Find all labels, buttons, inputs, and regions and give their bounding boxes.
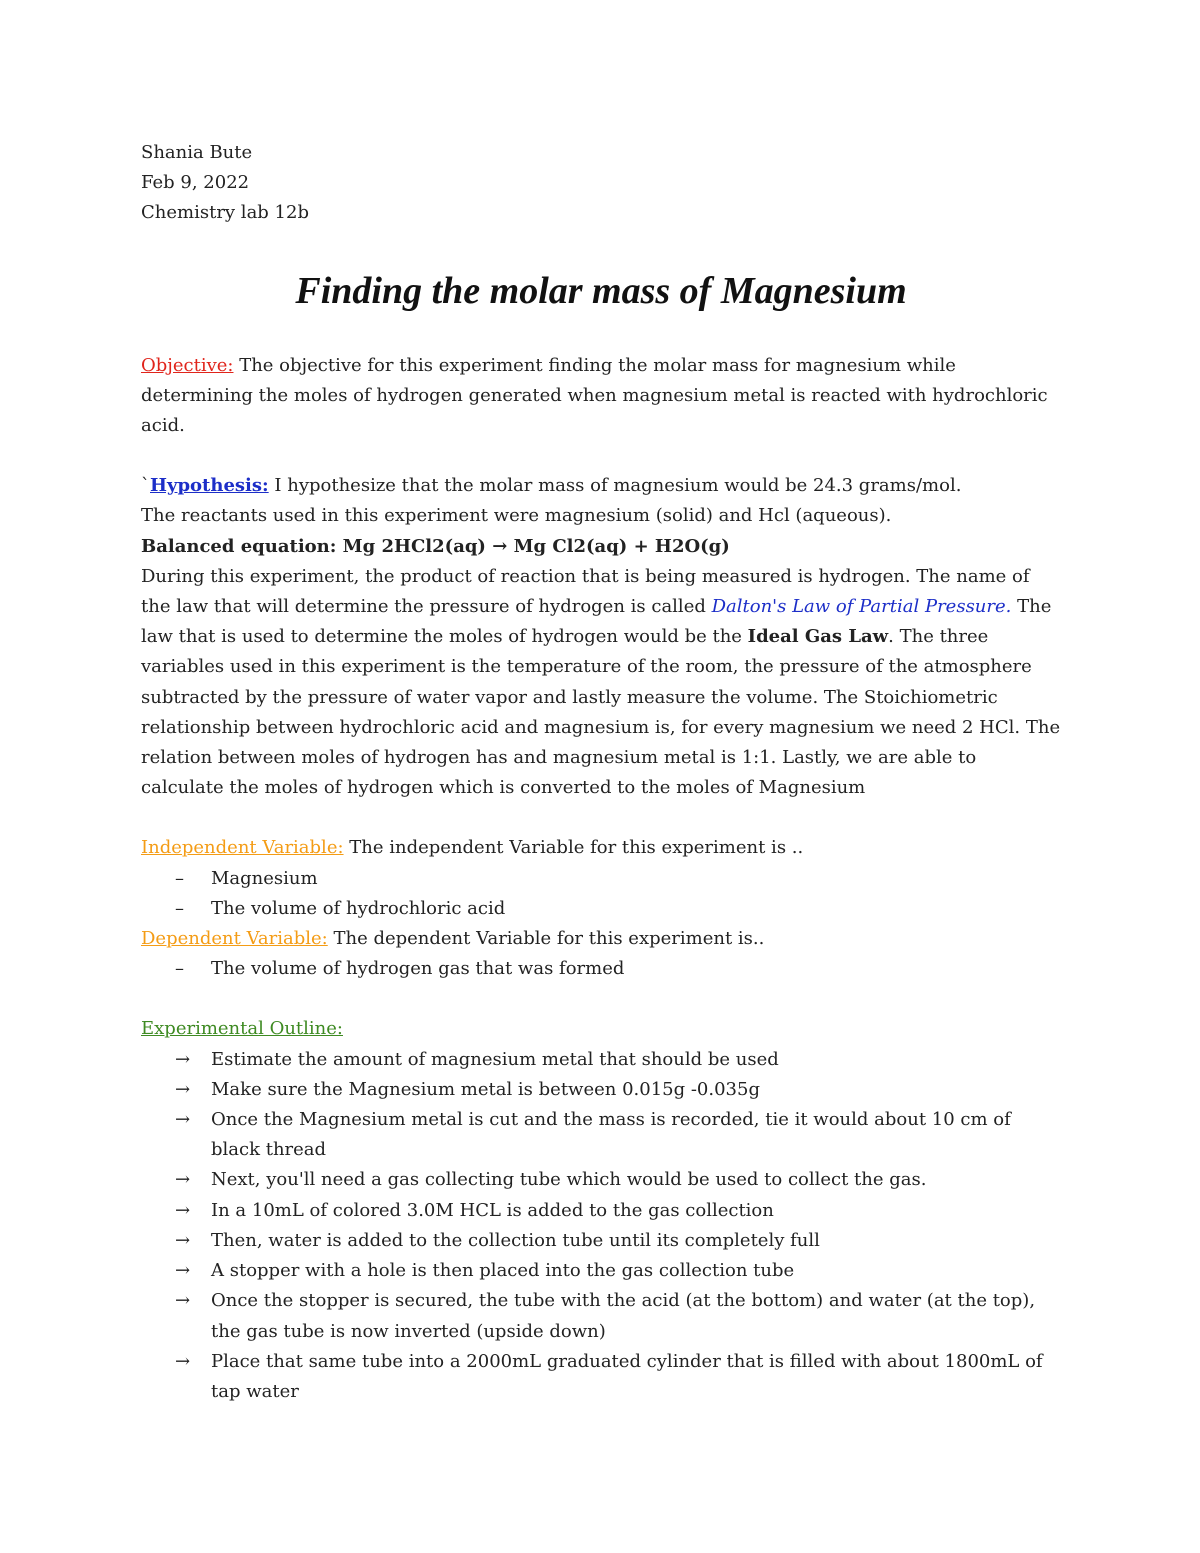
list-item: – The volume of hydrochloric acid bbox=[141, 894, 1061, 924]
dependent-variable-line bbox=[141, 924, 1061, 954]
arrow-bullet: → bbox=[175, 1260, 191, 1282]
arrow-bullet: → bbox=[175, 1169, 191, 1191]
hypothesis-paragraph bbox=[141, 471, 1061, 501]
arrow-bullet: → bbox=[175, 1078, 191, 1100]
hypothesis-prefix: ` bbox=[141, 475, 150, 497]
daltons-law-link: Dalton's Law of Partial Pressure. bbox=[711, 596, 1012, 618]
outline-list bbox=[141, 1045, 1061, 1407]
list-item: → Once the Magnesium metal is cut and the mass is recorded, tie it would about 10 cm of black thread bbox=[141, 1105, 1061, 1165]
document-title: Finding the molar mass of Magnesium bbox=[295, 269, 907, 312]
balanced-equation: Balanced equation: Mg 2HCl2(aq) → Mg Cl2(aq) + H2O(g) bbox=[141, 535, 730, 557]
spacer bbox=[141, 803, 1061, 833]
report-date: Feb 9, 2022 bbox=[141, 172, 250, 194]
independent-variable-list bbox=[141, 864, 1061, 924]
list-item: → Place that same tube into a 2000mL graduated cylinder that is filled with about 1800mL of tap water bbox=[141, 1347, 1061, 1407]
list-item: → Estimate the amount of magnesium metal that should be used bbox=[141, 1045, 1061, 1075]
objective-text: The objective for this experiment finding the molar mass for magnesium while determining the moles of hydrogen generated when magnesium metal is reacted with hydrochloric acid. bbox=[141, 354, 1048, 437]
arrow-bullet: → bbox=[175, 1109, 191, 1131]
outline-label: Experimental Outline: bbox=[141, 1018, 343, 1040]
explanation-part-1: During this experiment, the product of reaction that is being measured is hydrogen. The name of the law that will determine the pressure of hydrogen is called bbox=[141, 565, 1030, 618]
list-item: → Next, you'll need a gas collecting tube which would be used to collect the gas. bbox=[141, 1165, 1061, 1195]
explanation-paragraph bbox=[141, 562, 1061, 804]
dash-bullet: – bbox=[175, 958, 184, 980]
list-item: → Once the stopper is secured, the tube with the acid (at the bottom) and water (at the top), the gas tube is now inverted (upside down) bbox=[141, 1286, 1061, 1346]
outline-heading bbox=[141, 1014, 1061, 1044]
list-item: → Then, water is added to the collection tube until its completely full bbox=[141, 1226, 1061, 1256]
list-item: → In a 10mL of colored 3.0M HCL is added to the gas collection bbox=[141, 1196, 1061, 1226]
dependent-variable-list bbox=[141, 954, 1061, 984]
arrow-bullet: → bbox=[175, 1048, 191, 1070]
objective-paragraph bbox=[141, 351, 1061, 442]
arrow-bullet: → bbox=[175, 1229, 191, 1251]
independent-variable-line bbox=[141, 833, 1061, 863]
explanation-part-3: . The three variables used in this experiment is the temperature of the room, the pressure of the atmosphere subtracted by the pressure of water vapor and lastly measure the volume. The Stoichiometric relationship between hydrochloric acid and magnesium is, for every magnesium we need 2 HCl. The relation between moles of hydrogen has and magnesium metal is 1:1. Lastly, we are able to calculate the moles of hydrogen which is converted to the moles of Magnesium bbox=[141, 626, 1061, 799]
document-page bbox=[141, 138, 1061, 1407]
spacer bbox=[141, 441, 1061, 471]
hypothesis-text: I hypothesize that the molar mass of magnesium would be 24.3 grams/mol. bbox=[268, 475, 962, 497]
arrow-bullet: → bbox=[175, 1290, 191, 1312]
list-item: – The volume of hydrogen gas that was formed bbox=[141, 954, 1061, 984]
list-item: → A stopper with a hole is then placed into the gas collection tube bbox=[141, 1256, 1061, 1286]
dash-bullet: – bbox=[175, 897, 184, 919]
author-name: Shania Bute bbox=[141, 142, 253, 163]
list-item: – Magnesium bbox=[141, 864, 1061, 894]
independent-variable-label: Independent Variable: bbox=[141, 837, 344, 859]
objective-label: Objective: bbox=[141, 354, 234, 376]
spacer bbox=[141, 984, 1061, 1014]
dependent-variable-text: The dependent Variable for this experiment is.. bbox=[327, 928, 765, 950]
dependent-variable-label: Dependent Variable: bbox=[141, 928, 328, 950]
independent-variable-text: The independent Variable for this experiment is .. bbox=[343, 837, 804, 859]
hypothesis-label: Hypothesis: bbox=[150, 475, 269, 497]
dash-bullet: – bbox=[175, 867, 184, 889]
reactants-line: The reactants used in this experiment were magnesium (solid) and Hcl (aqueous). bbox=[141, 505, 892, 527]
course-name: Chemistry lab 12b bbox=[141, 202, 309, 224]
list-item: → Make sure the Magnesium metal is between 0.015g -0.035g bbox=[141, 1075, 1061, 1105]
arrow-bullet: → bbox=[175, 1199, 191, 1221]
ideal-gas-law: Ideal Gas Law bbox=[747, 626, 889, 648]
arrow-bullet: → bbox=[175, 1350, 191, 1372]
explanation-part-2: The law that is used to determine the moles of hydrogen would be the bbox=[141, 596, 1052, 648]
